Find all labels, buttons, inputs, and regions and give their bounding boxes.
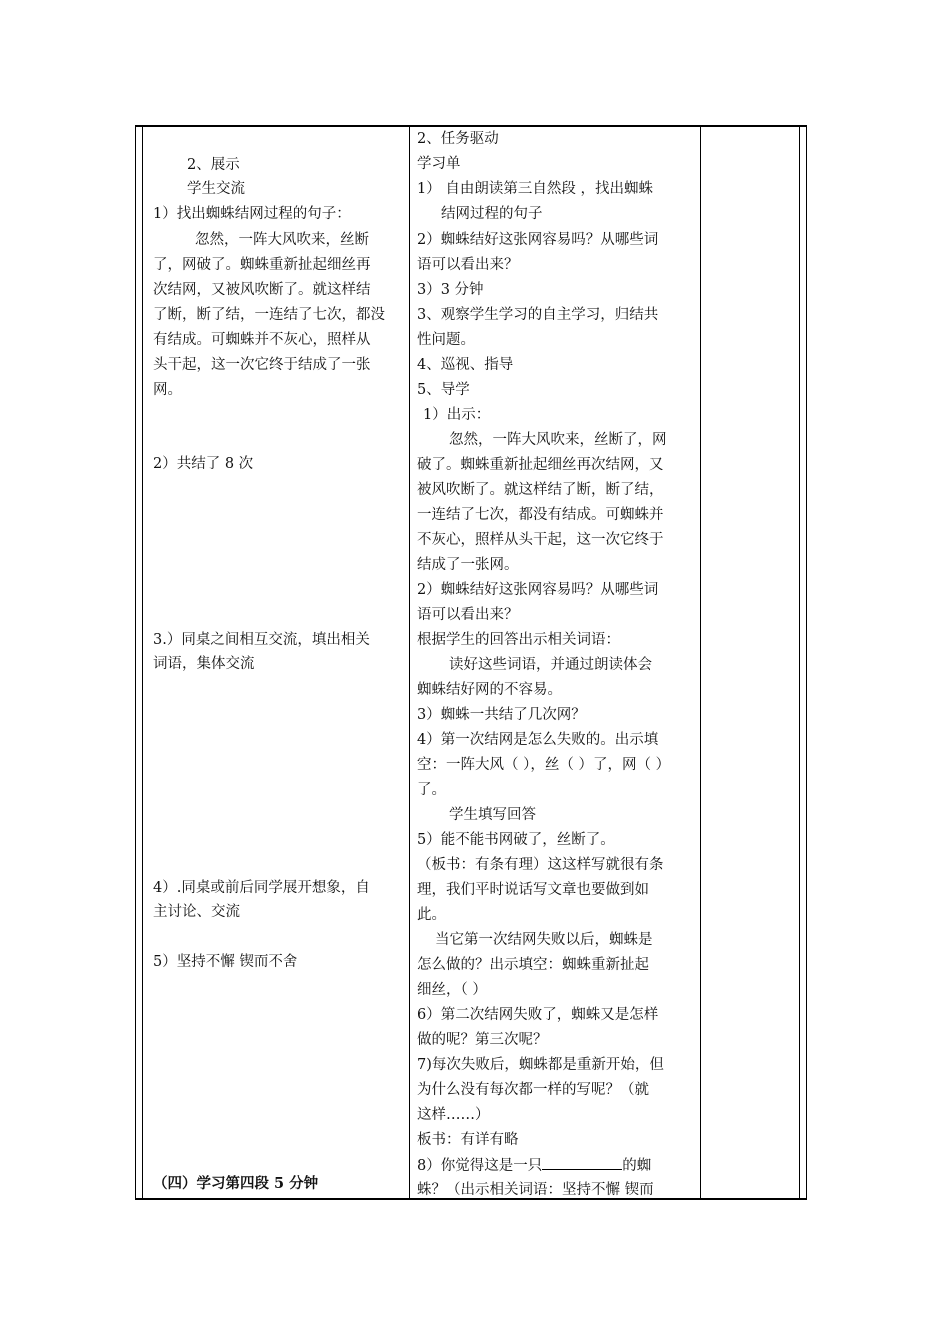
student-line-text: 4）.同桌或前后同学展开想象，自 [153, 880, 370, 896]
teacher-line-text: 语可以看出来？ [417, 257, 519, 273]
teacher-line-text: 3、观察学生学习的自主学习，归结共 [417, 307, 659, 323]
teacher-line [417, 230, 658, 250]
teacher-line-text: 不灰心，照样从头干起，这一次它终于 [417, 532, 664, 548]
student-line-text: 网。 [153, 382, 182, 398]
teacher-line [417, 1055, 664, 1075]
teacher-line-text: 语可以看出来？ [417, 607, 519, 623]
student-line-text: 主讨论、交流 [153, 904, 240, 920]
student-line-text: 次结网，又被风吹断了。就这样结 [153, 282, 371, 298]
teacher-line-text: 怎么做的？出示填空：蜘蛛重新扯起 [417, 957, 649, 973]
student-line [153, 902, 240, 922]
teacher-line [417, 880, 649, 900]
teacher-line [417, 154, 461, 174]
teacher-line [417, 580, 658, 600]
table-border-right-outer [806, 127, 807, 1198]
teacher-line-text: 根据学生的回答出示相关词语： [417, 632, 620, 648]
teacher-line-text: 5）能不能书网破了，丝断了。 [417, 832, 615, 848]
teacher-line-text: （板书：有条有理）这这样写就很有条 [417, 857, 664, 873]
teacher-line-text: 的蜘 [622, 1158, 652, 1174]
teacher-line [417, 780, 446, 800]
teacher-line-text: 此。 [417, 907, 446, 923]
teacher-line-text: 结网过程的句子 [441, 206, 543, 222]
teacher-line-text: 学习单 [417, 156, 461, 172]
student-line [195, 230, 369, 250]
teacher-line-text: 4、巡视、指导 [417, 357, 514, 373]
student-line [153, 255, 371, 275]
teacher-line-text: 性问题。 [417, 332, 475, 348]
column-divider-1 [409, 127, 410, 1198]
teacher-line-text: 蜘蛛结好网的不容易。 [417, 682, 562, 698]
teacher-line-text: 了。 [417, 782, 446, 798]
student-line [153, 204, 351, 224]
student-line [153, 380, 182, 400]
teacher-line [417, 905, 446, 925]
student-line-text: 1）找出蜘蛛结网过程的句子： [153, 206, 351, 222]
teacher-line [417, 1105, 490, 1125]
teacher-line [417, 179, 653, 199]
student-line [153, 305, 385, 325]
student-line-text: （四）学习第四段 5 分钟 [153, 1175, 319, 1192]
teacher-activity-column [417, 127, 693, 1198]
student-line [153, 952, 297, 972]
teacher-line [417, 1180, 654, 1198]
student-line [187, 179, 245, 199]
teacher-line [423, 405, 490, 425]
student-line [187, 155, 240, 175]
teacher-line-text: 破了。蜘蛛重新扯起细丝再次结网，又 [417, 457, 664, 473]
teacher-line-text: 读好这些词语，并通过朗读体会 [449, 657, 652, 673]
teacher-line [417, 480, 664, 500]
teacher-line [417, 305, 658, 325]
teacher-line [417, 1080, 649, 1100]
teacher-line [417, 730, 658, 750]
teacher-line-text: 当它第一次结网失败以后，蜘蛛是 [435, 932, 653, 948]
teacher-line-text: 7)每次失败后，蜘蛛都是重新开始，但 [417, 1057, 664, 1073]
teacher-line-text: 空：一阵大风（ ），丝（ ）了，网（ ） [417, 757, 671, 773]
student-line [153, 878, 370, 898]
teacher-line-text: 4）第一次结网是怎么失败的。出示填 [417, 732, 659, 748]
teacher-line [417, 455, 664, 475]
teacher-line [417, 555, 519, 575]
teacher-line-text: 学生填写回答 [449, 807, 536, 823]
teacher-line-text: 板书：有详有略 [417, 1132, 519, 1148]
column-divider-2 [700, 127, 701, 1198]
student-line-text: 3.）同桌之间相互交流，填出相关 [153, 632, 370, 648]
teacher-line-text: 2）蜘蛛结好这张网容易吗？从哪些词 [417, 232, 659, 248]
teacher-line [417, 1005, 658, 1025]
teacher-line-text: 8）你觉得这是一只 [417, 1158, 543, 1174]
teacher-line-text: 忽然，一阵大风吹来，丝断了，网 [449, 432, 667, 448]
teacher-line-text: 蛛？（出示相关词语：坚持不懈 锲而 [417, 1182, 654, 1198]
student-line [153, 330, 371, 350]
teacher-line [417, 1030, 548, 1050]
teacher-line [449, 430, 667, 450]
student-line-text: 有结成。可蜘蛛并不灰心，照样从 [153, 332, 371, 348]
teacher-line [417, 280, 484, 300]
teacher-line-text: 2）蜘蛛结好这张网容易吗？从哪些词 [417, 582, 659, 598]
teacher-line [417, 255, 519, 275]
student-line-text: 了，网破了。蜘蛛重新扯起细丝再 [153, 257, 371, 273]
teacher-line [417, 129, 499, 149]
teacher-line-text: 1） 自由朗读第三自然段 ，找出蜘蛛 [417, 181, 653, 197]
teacher-line [441, 204, 543, 224]
table-border-right-inner [799, 127, 800, 1198]
student-line-text: 5）坚持不懈 锲而不舍 [153, 954, 298, 970]
student-line-text: 词语，集体交流 [153, 656, 255, 672]
teacher-line [449, 805, 536, 825]
teacher-line-text: 5、导学 [417, 382, 470, 398]
teacher-line [417, 1130, 519, 1150]
teacher-line-text: 被风吹断了。就这样结了断，断了结， [417, 482, 664, 498]
teacher-line [435, 930, 653, 950]
teacher-line-text: 细丝，（ ） [417, 982, 487, 998]
teacher-line-text: 6）第二次结网失败了，蜘蛛又是怎样 [417, 1007, 659, 1023]
teacher-line [417, 530, 664, 550]
teacher-line-text: 做的呢？第三次呢？ [417, 1032, 548, 1048]
teacher-line-text: 2、任务驱动 [417, 131, 499, 147]
teacher-line [417, 855, 664, 875]
student-activity-column [153, 127, 409, 1198]
student-line-text: 2）共结了 8 次 [153, 456, 254, 472]
teacher-line [417, 380, 470, 400]
teacher-line [417, 705, 586, 725]
student-line-text: 忽然，一阵大风吹来，丝断 [195, 232, 369, 248]
teacher-line-text: 结成了一张网。 [417, 557, 519, 573]
student-line [153, 280, 371, 300]
teacher-line [417, 355, 513, 375]
teacher-line-text: 3）3 分钟 [417, 282, 484, 298]
student-line-text: 头干起，这一次它终于结成了一张 [153, 357, 371, 373]
teacher-line-text: 这样……） [417, 1107, 490, 1123]
teacher-line [417, 980, 487, 1000]
teacher-line-text: 1）出示： [423, 407, 491, 423]
teacher-line [417, 680, 562, 700]
student-line [153, 1174, 318, 1194]
student-line [153, 454, 253, 474]
teacher-line [417, 605, 519, 625]
student-line [153, 654, 255, 674]
teacher-line [417, 630, 620, 650]
teacher-line [449, 655, 652, 675]
teacher-line [417, 755, 670, 775]
teacher-line [417, 955, 649, 975]
lesson-table [135, 125, 807, 1200]
teacher-line-text: 理，我们平时说话写文章也要做到如 [417, 882, 649, 898]
student-line-text: 2、展示 [187, 157, 240, 173]
student-line [153, 630, 370, 650]
notes-column [708, 127, 798, 1198]
teacher-line-text: 3）蜘蛛一共结了几次网？ [417, 707, 586, 723]
teacher-line [417, 330, 475, 350]
teacher-line [417, 830, 615, 850]
table-border-left-outer [135, 127, 136, 1198]
teacher-line [417, 505, 664, 525]
student-line [153, 355, 371, 375]
fill-in-blank [542, 1155, 622, 1170]
teacher-line-text: 一连结了七次，都没有结成。可蜘蛛并 [417, 507, 664, 523]
table-border-left-inner [142, 127, 143, 1198]
student-line-text: 学生交流 [187, 181, 245, 197]
teacher-line-text: 为什么没有每次都一样的写呢？（就 [417, 1082, 649, 1098]
student-line-text: 了断，断了结，一连结了七次，都没 [153, 307, 385, 323]
teacher-line [417, 1155, 651, 1176]
